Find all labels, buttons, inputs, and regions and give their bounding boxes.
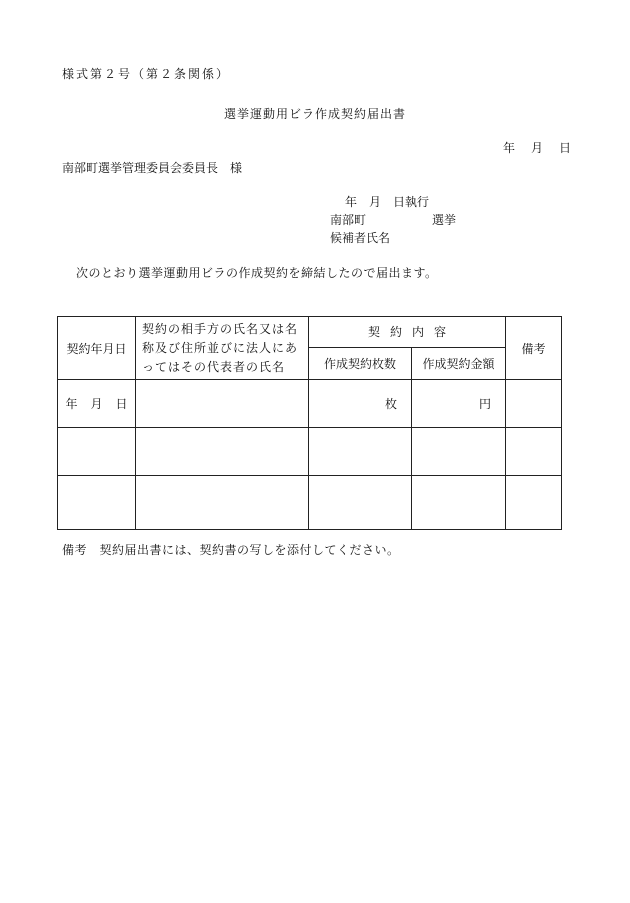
row-day-label: 日 <box>115 397 128 411</box>
header-contract-party: 契約の相手方の氏名又は名称及び住所並びに法人にあってはその代表者の氏名 <box>136 317 309 380</box>
row-count-cell[interactable] <box>309 428 412 476</box>
date-year-label: 年 <box>503 141 516 155</box>
row-date-cell[interactable] <box>58 476 136 530</box>
election-execution-date: 年 月 日執行 <box>345 195 430 209</box>
table-row <box>58 476 562 530</box>
row-date-cell[interactable] <box>58 428 136 476</box>
header-remarks: 備考 <box>506 317 562 380</box>
header-contract-date: 契約年月日 <box>58 317 136 380</box>
row-party-cell[interactable] <box>136 428 309 476</box>
contract-table <box>57 316 562 530</box>
row-date-cell[interactable] <box>58 380 136 428</box>
election-label: 選挙 <box>432 213 457 227</box>
row-count-cell[interactable] <box>309 476 412 530</box>
row-year-label: 年 <box>65 397 78 411</box>
header-contract-amount: 作成契約金額 <box>412 347 506 379</box>
intro-text: 次のとおり選挙運動用ビラの作成契約を締結したので届出ます。 <box>76 266 438 280</box>
town-name: 南部町 <box>330 213 367 227</box>
header-contract-content: 契約内容 <box>309 317 506 348</box>
table-row <box>58 380 562 428</box>
row-remarks-cell[interactable] <box>506 476 562 530</box>
row-amount-cell[interactable] <box>412 476 506 530</box>
header-contract-count: 作成契約枚数 <box>309 347 412 379</box>
date-month-label: 月 <box>531 141 544 155</box>
town-election-line <box>330 214 456 226</box>
row-remarks-cell[interactable] <box>506 380 562 428</box>
document-title: 選挙運動用ビラ作成契約届出書 <box>223 107 406 121</box>
addressee: 南部町選挙管理委員会委員長 様 <box>62 161 243 175</box>
row-amount-cell[interactable] <box>412 428 506 476</box>
date-day-label: 日 <box>559 141 572 155</box>
row-month-label: 月 <box>90 397 103 411</box>
table-row <box>58 428 562 476</box>
submission-date <box>503 142 571 154</box>
row-count-cell[interactable]: 枚 <box>309 380 412 428</box>
form-number: 様式第２号（第２条関係） <box>62 67 231 81</box>
remarks-note: 備考 契約届出書には、契約書の写しを添付してください。 <box>62 543 400 557</box>
row-amount-cell[interactable]: 円 <box>412 380 506 428</box>
row-remarks-cell[interactable] <box>506 428 562 476</box>
row-party-cell[interactable] <box>136 380 309 428</box>
candidate-name-label: 候補者氏名 <box>330 231 391 245</box>
row-party-cell[interactable] <box>136 476 309 530</box>
